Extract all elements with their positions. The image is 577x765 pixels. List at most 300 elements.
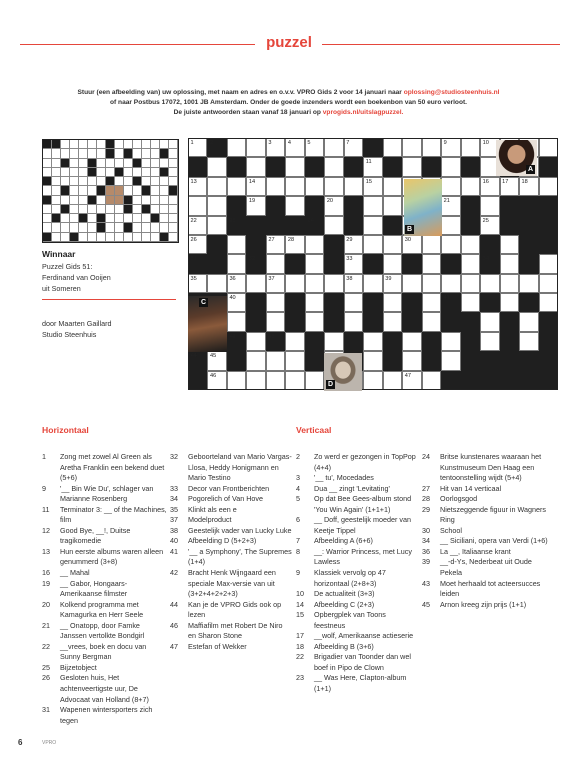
credit-line: Studio Steenhuis bbox=[42, 330, 97, 339]
answer-cell[interactable] bbox=[246, 138, 265, 157]
answer-cell[interactable] bbox=[500, 274, 519, 293]
black-square bbox=[207, 235, 226, 254]
cell-number: 43 bbox=[268, 333, 275, 340]
cell-number: 41 bbox=[443, 295, 450, 302]
mini-grid-cell bbox=[106, 233, 115, 242]
answer-cell[interactable] bbox=[461, 274, 480, 293]
answer-cell[interactable] bbox=[344, 254, 363, 273]
cell-number: 19 bbox=[248, 198, 256, 205]
answer-cell[interactable] bbox=[285, 177, 304, 196]
clue-number: 1 bbox=[42, 452, 46, 461]
answer-cell[interactable] bbox=[344, 138, 363, 157]
clue-item bbox=[422, 505, 550, 526]
mini-grid-cell bbox=[106, 223, 115, 232]
answer-cell[interactable] bbox=[363, 235, 382, 254]
answer-cell[interactable] bbox=[402, 332, 421, 351]
mini-grid-cell bbox=[142, 186, 151, 195]
answer-cell[interactable] bbox=[266, 235, 285, 254]
answer-cell[interactable] bbox=[422, 254, 441, 273]
mini-grid-cell bbox=[115, 233, 124, 242]
mini-grid-cell bbox=[115, 223, 124, 232]
answer-cell[interactable] bbox=[539, 177, 558, 196]
answer-cell[interactable] bbox=[383, 312, 402, 331]
answer-cell[interactable] bbox=[324, 196, 343, 215]
header-rule-left bbox=[20, 44, 255, 45]
clue-number: 3 bbox=[296, 473, 300, 483]
mini-grid-cell bbox=[61, 205, 70, 214]
black-square bbox=[500, 196, 519, 215]
answer-cell[interactable] bbox=[422, 138, 441, 157]
clue-item bbox=[170, 536, 292, 547]
answer-cell[interactable] bbox=[461, 138, 480, 157]
answer-cell[interactable] bbox=[207, 196, 226, 215]
answer-cell[interactable] bbox=[324, 177, 343, 196]
answer-cell[interactable] bbox=[363, 196, 382, 215]
verticaal-clues-col1 bbox=[296, 452, 418, 695]
clue-text: Zo werd er gezongen in TopPop (4+4) bbox=[314, 452, 416, 472]
black-square bbox=[266, 216, 285, 235]
mini-grid-cell bbox=[70, 223, 79, 232]
mini-grid-cell bbox=[88, 168, 97, 177]
answer-cell[interactable] bbox=[383, 371, 402, 390]
answer-cell[interactable] bbox=[285, 235, 304, 254]
cell-number: 39 bbox=[385, 275, 392, 282]
mini-grid-cell bbox=[151, 214, 160, 223]
answer-cell[interactable] bbox=[305, 235, 324, 254]
black-square bbox=[305, 196, 324, 215]
answer-cell[interactable] bbox=[207, 351, 226, 370]
mini-grid-cell bbox=[61, 223, 70, 232]
black-square bbox=[227, 157, 246, 176]
clue-item bbox=[296, 600, 418, 611]
mini-grid-cell bbox=[115, 149, 124, 158]
mini-grid-cell bbox=[106, 168, 115, 177]
answer-cell[interactable] bbox=[441, 157, 460, 176]
clue-number: 21 bbox=[42, 620, 50, 630]
answer-cell[interactable] bbox=[227, 254, 246, 273]
answer-cell[interactable] bbox=[305, 371, 324, 390]
clue-number: 6 bbox=[296, 515, 300, 525]
answer-cell[interactable] bbox=[266, 351, 285, 370]
cell-number: 5 bbox=[307, 140, 311, 146]
answer-cell[interactable] bbox=[402, 371, 421, 390]
answer-cell[interactable] bbox=[441, 332, 460, 351]
black-square bbox=[188, 157, 207, 176]
answer-cell[interactable] bbox=[441, 177, 460, 196]
black-square bbox=[539, 312, 558, 331]
answer-cell[interactable] bbox=[207, 216, 226, 235]
answer-cell[interactable] bbox=[305, 312, 324, 331]
black-square bbox=[480, 235, 499, 254]
answer-cell[interactable] bbox=[402, 138, 421, 157]
clue-item bbox=[42, 673, 168, 705]
answer-cell[interactable] bbox=[324, 216, 343, 235]
answer-cell[interactable] bbox=[324, 274, 343, 293]
clue-text: Bijzetobject bbox=[60, 662, 97, 672]
answer-cell[interactable] bbox=[246, 177, 265, 196]
answer-cell[interactable] bbox=[207, 177, 226, 196]
answer-cell[interactable] bbox=[246, 157, 265, 176]
clue-item bbox=[170, 494, 292, 505]
clue-text: Dua __ zingt 'Levitating' bbox=[314, 483, 390, 493]
clue-number: 7 bbox=[296, 536, 300, 546]
answer-cell[interactable] bbox=[480, 274, 499, 293]
clue-number: 15 bbox=[296, 610, 304, 620]
mini-grid-cell bbox=[133, 214, 142, 223]
previous-solution-grid bbox=[42, 139, 179, 243]
answer-cell[interactable] bbox=[227, 274, 246, 293]
answer-cell[interactable] bbox=[441, 351, 460, 370]
mini-grid-cell bbox=[115, 196, 124, 205]
answer-cell[interactable] bbox=[539, 138, 558, 157]
mini-grid-cell bbox=[106, 159, 115, 168]
answer-cell[interactable] bbox=[246, 351, 265, 370]
clue-number: 25 bbox=[42, 662, 50, 672]
black-square bbox=[539, 371, 558, 390]
answer-cell[interactable] bbox=[344, 177, 363, 196]
intro-email-link[interactable]: oplossing@studiosteenhuis.nl bbox=[403, 89, 500, 96]
answer-cell[interactable] bbox=[539, 293, 558, 312]
answer-cell[interactable] bbox=[266, 254, 285, 273]
clue-text: '__ tu', Mocedades bbox=[314, 473, 374, 483]
mini-grid-cell bbox=[79, 149, 88, 158]
answer-cell[interactable] bbox=[305, 293, 324, 312]
black-square bbox=[383, 216, 402, 235]
answer-cell[interactable] bbox=[363, 157, 382, 176]
answer-cell[interactable] bbox=[383, 274, 402, 293]
answer-cell[interactable] bbox=[363, 351, 382, 370]
mini-grid-cell bbox=[160, 159, 169, 168]
answer-cell[interactable] bbox=[246, 274, 265, 293]
clue-item bbox=[42, 579, 168, 600]
clue-item bbox=[296, 494, 418, 515]
answer-cell[interactable] bbox=[480, 177, 499, 196]
answer-cell[interactable] bbox=[519, 274, 538, 293]
answer-cell[interactable] bbox=[246, 196, 265, 215]
answer-cell[interactable] bbox=[266, 274, 285, 293]
mini-grid-cell bbox=[61, 140, 70, 149]
clue-number: 19 bbox=[42, 578, 50, 588]
cell-number: 36 bbox=[229, 275, 236, 282]
answer-cell[interactable] bbox=[480, 196, 499, 215]
answer-cell[interactable] bbox=[207, 157, 226, 176]
mini-grid-cell bbox=[70, 233, 79, 242]
answer-cell[interactable] bbox=[422, 371, 441, 390]
answer-cell[interactable] bbox=[461, 235, 480, 254]
answer-cell[interactable] bbox=[363, 332, 382, 351]
answer-cell[interactable] bbox=[539, 254, 558, 273]
clue-number: 10 bbox=[296, 589, 304, 599]
horizontaal-clues-col1 bbox=[42, 452, 168, 726]
mini-grid-cell bbox=[70, 177, 79, 186]
answer-cell[interactable] bbox=[285, 332, 304, 351]
answer-cell[interactable] bbox=[422, 274, 441, 293]
answer-cell[interactable] bbox=[519, 312, 538, 331]
answer-cell[interactable] bbox=[285, 274, 304, 293]
mini-grid-cell bbox=[115, 168, 124, 177]
answer-cell[interactable] bbox=[305, 138, 324, 157]
cell-number: 27 bbox=[268, 236, 275, 243]
cell-number: 42 bbox=[229, 333, 236, 340]
mini-grid-cell bbox=[79, 177, 88, 186]
answer-cell[interactable] bbox=[188, 274, 207, 293]
black-square bbox=[441, 293, 460, 312]
answer-cell[interactable] bbox=[344, 274, 363, 293]
clue-text: __ Doff, geestelijk moeder van Keetje Tippel bbox=[314, 515, 411, 535]
clue-number: 26 bbox=[42, 673, 50, 683]
mini-grid-cell bbox=[169, 159, 178, 168]
clue-item bbox=[296, 484, 418, 495]
answer-cell[interactable] bbox=[363, 177, 382, 196]
cell-number: 14 bbox=[248, 178, 256, 185]
clue-number: 34 bbox=[422, 536, 430, 546]
cell-number: 21 bbox=[443, 198, 450, 205]
clue-number: 30 bbox=[422, 525, 430, 535]
clue-text: Terminator 3: __ of the Machines, film bbox=[60, 504, 167, 525]
clue-number: 23 bbox=[296, 673, 304, 683]
mini-grid-cell bbox=[160, 205, 169, 214]
answer-cell[interactable] bbox=[324, 332, 343, 351]
answer-cell[interactable] bbox=[383, 196, 402, 215]
answer-cell[interactable] bbox=[246, 332, 265, 351]
black-square bbox=[285, 254, 304, 273]
answer-cell[interactable] bbox=[441, 196, 460, 215]
mini-grid-cell bbox=[88, 196, 97, 205]
black-square bbox=[188, 254, 207, 273]
clue-number: 18 bbox=[296, 641, 304, 651]
answer-cell[interactable] bbox=[188, 138, 207, 157]
cell-number: 3 bbox=[268, 140, 272, 146]
answer-cell[interactable] bbox=[441, 216, 460, 235]
mini-grid-cell bbox=[124, 177, 133, 186]
cell-number: 10 bbox=[482, 140, 489, 146]
clue-number: 44 bbox=[170, 599, 178, 609]
answer-cell[interactable] bbox=[500, 293, 519, 312]
mini-grid-cell bbox=[169, 214, 178, 223]
black-square bbox=[227, 332, 246, 351]
answer-cell[interactable] bbox=[441, 274, 460, 293]
clue-text: __ Mahal bbox=[60, 568, 90, 578]
mini-grid-cell bbox=[142, 168, 151, 177]
answer-cell[interactable] bbox=[422, 293, 441, 312]
cell-number: 2 bbox=[209, 140, 214, 146]
answer-cell[interactable] bbox=[188, 235, 207, 254]
mini-grid-cell bbox=[61, 186, 70, 195]
mini-grid-cell bbox=[70, 168, 79, 177]
mini-grid-cell bbox=[106, 177, 115, 186]
mini-grid-cell bbox=[151, 177, 160, 186]
black-square bbox=[500, 371, 519, 390]
mini-grid-cell bbox=[97, 233, 106, 242]
answer-cell[interactable] bbox=[480, 216, 499, 235]
black-square bbox=[246, 254, 265, 273]
black-square bbox=[207, 254, 226, 273]
cell-number: 18 bbox=[521, 178, 528, 185]
image-label-d: D bbox=[328, 381, 334, 388]
answer-cell[interactable] bbox=[383, 138, 402, 157]
clue-text: Hit van 14 verticaal bbox=[440, 483, 502, 493]
black-square bbox=[383, 351, 402, 370]
answer-cell[interactable] bbox=[402, 274, 421, 293]
clue-text: Brigadier van Toonder dan wel boef in Pipo de Clown bbox=[314, 652, 411, 672]
answer-cell[interactable] bbox=[383, 254, 402, 273]
answer-cell[interactable] bbox=[188, 177, 207, 196]
answer-cell[interactable] bbox=[227, 293, 246, 312]
black-square bbox=[519, 351, 538, 370]
black-square bbox=[500, 216, 519, 235]
answer-cell[interactable] bbox=[266, 177, 285, 196]
mini-grid-cell bbox=[70, 196, 79, 205]
cell-number: 30 bbox=[404, 236, 411, 243]
mini-grid-cell bbox=[52, 140, 61, 149]
answer-cell[interactable] bbox=[285, 371, 304, 390]
answer-cell[interactable] bbox=[305, 274, 324, 293]
black-square bbox=[539, 351, 558, 370]
answer-cell[interactable] bbox=[305, 177, 324, 196]
answer-cell[interactable] bbox=[383, 177, 402, 196]
answer-cell[interactable] bbox=[344, 293, 363, 312]
answer-cell[interactable] bbox=[266, 312, 285, 331]
answer-cell[interactable] bbox=[422, 235, 441, 254]
black-square bbox=[266, 196, 285, 215]
answer-cell[interactable] bbox=[285, 157, 304, 176]
clue-text: Zong met zowel Al Green als Aretha Franklin een bekend duet (5+6) bbox=[60, 452, 165, 483]
clue-item bbox=[296, 547, 418, 568]
black-square bbox=[305, 157, 324, 176]
clue-text: De actualiteit (3+3) bbox=[314, 589, 375, 599]
mini-grid-cell bbox=[151, 159, 160, 168]
answer-cell[interactable] bbox=[461, 293, 480, 312]
clue-item bbox=[422, 579, 550, 600]
clue-item bbox=[422, 494, 550, 505]
mini-grid-cell bbox=[70, 159, 79, 168]
black-square bbox=[519, 293, 538, 312]
divider bbox=[42, 299, 176, 300]
answer-cell[interactable] bbox=[227, 138, 246, 157]
answer-cell[interactable] bbox=[402, 235, 421, 254]
answer-cell[interactable] bbox=[324, 157, 343, 176]
clue-number: 32 bbox=[170, 452, 178, 461]
black-square bbox=[461, 351, 480, 370]
clue-text: Geestelijk vader van Lucky Luke bbox=[188, 525, 292, 535]
answer-cell[interactable] bbox=[363, 274, 382, 293]
mini-grid-cell bbox=[160, 186, 169, 195]
horizontaal-clues-col2 bbox=[170, 452, 292, 652]
clue-number: 22 bbox=[42, 641, 50, 651]
answer-cell[interactable] bbox=[441, 235, 460, 254]
clue-number: 9 bbox=[296, 568, 300, 578]
answer-cell[interactable] bbox=[266, 138, 285, 157]
answer-cell[interactable] bbox=[383, 293, 402, 312]
answer-cell[interactable] bbox=[422, 312, 441, 331]
mini-grid-cell bbox=[142, 223, 151, 232]
answer-cell[interactable] bbox=[227, 177, 246, 196]
clue-item bbox=[42, 452, 168, 484]
answer-cell[interactable] bbox=[402, 351, 421, 370]
cell-number: 22 bbox=[190, 217, 197, 224]
answer-cell[interactable] bbox=[305, 254, 324, 273]
clue-item bbox=[296, 631, 418, 642]
cell-number: 33 bbox=[346, 256, 353, 263]
clue-image-b bbox=[404, 179, 442, 236]
black-square bbox=[383, 332, 402, 351]
mini-grid-cell bbox=[133, 196, 142, 205]
answer-cell[interactable] bbox=[402, 157, 421, 176]
answer-cell[interactable] bbox=[285, 138, 304, 157]
answer-cell[interactable] bbox=[285, 351, 304, 370]
answer-cell[interactable] bbox=[266, 371, 285, 390]
intro-line2: of naar Postbus 17072, 1001 JB Amsterdam. Onder de goede inzenders wordt een boekenbon van 50 euro verloot. bbox=[109, 99, 468, 107]
answer-cell[interactable] bbox=[324, 138, 343, 157]
clue-item bbox=[170, 505, 292, 516]
clue-item bbox=[296, 536, 418, 547]
clue-text: __ Gabor, Hongaars-Amerikaanse filmster bbox=[60, 578, 128, 599]
cell-number: 38 bbox=[346, 275, 353, 282]
answer-cell[interactable] bbox=[500, 254, 519, 273]
black-square bbox=[441, 312, 460, 331]
mini-grid-cell bbox=[88, 223, 97, 232]
mini-grid-cell bbox=[43, 159, 52, 168]
answer-cell[interactable] bbox=[383, 235, 402, 254]
mini-grid-cell bbox=[106, 214, 115, 223]
answer-cell[interactable] bbox=[246, 371, 265, 390]
answer-cell[interactable] bbox=[480, 332, 499, 351]
clue-item bbox=[42, 484, 168, 505]
intro-result-link[interactable]: vprogids.nl/uitslagpuzzel. bbox=[322, 109, 404, 117]
mini-grid-cell bbox=[88, 205, 97, 214]
answer-cell[interactable] bbox=[227, 371, 246, 390]
mini-grid-cell bbox=[43, 168, 52, 177]
answer-cell[interactable] bbox=[227, 235, 246, 254]
answer-cell[interactable] bbox=[519, 177, 538, 196]
mini-grid-cell bbox=[124, 149, 133, 158]
answer-cell[interactable] bbox=[207, 274, 226, 293]
mini-grid-cell bbox=[79, 196, 88, 205]
clue-text: Afbeelding B (3+6) bbox=[314, 641, 374, 651]
mini-grid-cell bbox=[61, 214, 70, 223]
answer-cell[interactable] bbox=[519, 332, 538, 351]
cell-number: 8 bbox=[365, 140, 369, 146]
answer-cell[interactable] bbox=[461, 177, 480, 196]
answer-cell[interactable] bbox=[461, 254, 480, 273]
answer-cell[interactable] bbox=[480, 312, 499, 331]
clue-number: 39 bbox=[422, 557, 430, 567]
answer-cell[interactable] bbox=[227, 312, 246, 331]
answer-cell[interactable] bbox=[500, 235, 519, 254]
mini-grid-cell bbox=[97, 149, 106, 158]
answer-cell[interactable] bbox=[500, 177, 519, 196]
answer-cell[interactable] bbox=[363, 216, 382, 235]
answer-cell[interactable] bbox=[539, 274, 558, 293]
answer-cell[interactable] bbox=[285, 196, 304, 215]
answer-cell[interactable] bbox=[363, 371, 382, 390]
clue-item bbox=[296, 610, 418, 631]
black-square bbox=[461, 332, 480, 351]
mini-grid-cell bbox=[43, 214, 52, 223]
mini-grid-cell bbox=[151, 140, 160, 149]
answer-cell[interactable] bbox=[188, 196, 207, 215]
clue-image-a bbox=[496, 140, 537, 176]
answer-cell[interactable] bbox=[441, 138, 460, 157]
clue-text: Afbeelding D (5+2+3) bbox=[188, 536, 257, 546]
black-square bbox=[227, 196, 246, 215]
answer-cell[interactable] bbox=[266, 293, 285, 312]
clue-item bbox=[42, 642, 168, 663]
answer-cell[interactable] bbox=[188, 216, 207, 235]
answer-cell[interactable] bbox=[344, 312, 363, 331]
answer-cell[interactable] bbox=[344, 235, 363, 254]
answer-cell[interactable] bbox=[207, 371, 226, 390]
